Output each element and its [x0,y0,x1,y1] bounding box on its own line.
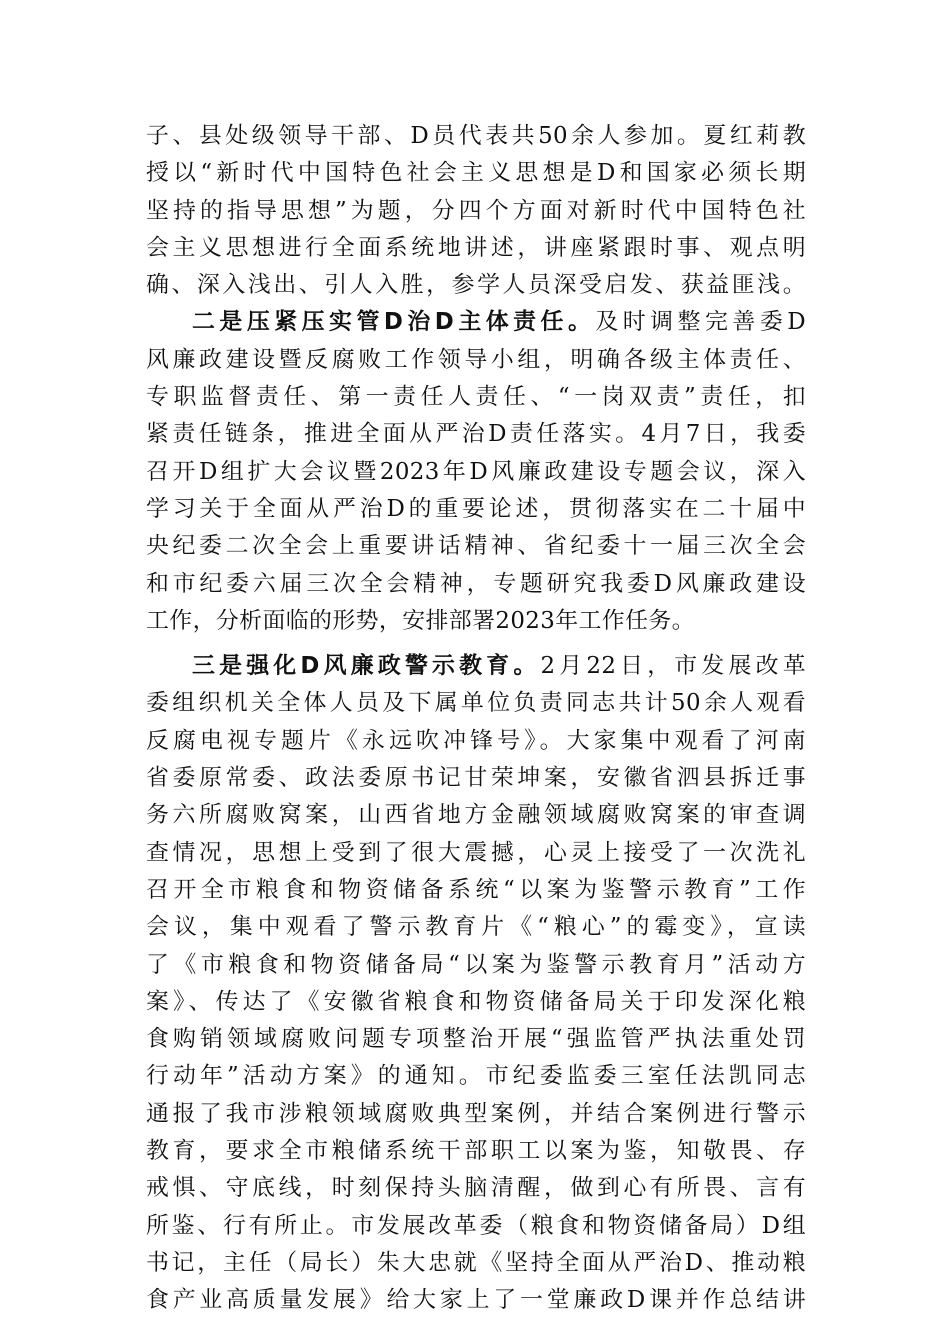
document-body [146,118,806,1320]
text-line: 工作，分析面临的形势，安排部署2023年工作任务。 [146,607,695,634]
paragraph-lead-heading: 二是压紧压实管D治D主体责任。 [192,309,596,336]
text-line: 行动年”活动方案》的通知。市纪委监委三室任法凯同志 [146,1063,806,1090]
text-line: 食购销领域腐败问题专项整治开展“强监管严执法重处罚 [146,1026,806,1053]
text-line: 和市纪委六届三次全会精神，专题研究我委D风廉政建设 [146,570,806,597]
text-line: 案》、传达了《安徽省粮食和物资储备局关于印发深化粮 [146,988,806,1015]
text-line: 委组织机关全体人员及下属单位负责同志共计50余人观看 [146,690,806,717]
paragraph-first-line-rest: 2月22日，市发展改革 [540,653,807,680]
text-line: 所鉴、行有所止。市发展改革委（粮食和物资储备局）D组 [146,1212,806,1239]
text-line: 子、县处级领导干部、D员代表共50余人参加。夏红莉教 [146,123,806,149]
text-line: 戒惧、守底线，时刻保持头脑清醒，做到心有所畏、言有 [146,1175,806,1202]
text-line: 务六所腐败窝案，山西省地方金融领域腐败窝案的审查调 [146,802,806,829]
text-line: 食产业高质量发展》给大家上了一堂廉政D课并作总结讲 [146,1287,806,1314]
paragraph-lead-heading: 三是强化D风廉政警示教育。 [192,653,541,680]
paragraph-2 [146,304,806,640]
text-line: 紧责任链条，推进全面从严治D责任落实。4月7日，我委 [146,421,806,448]
paragraph-first-line-rest: 及时调整完善委D [595,309,806,336]
text-line: 央纪委二次全会上重要讲话精神、省纪委十一届三次全会 [146,533,806,560]
text-line: 通报了我市涉粮领域腐败典型案例，并结合案例进行警示 [146,1100,806,1127]
text-line: 召开全市粮食和物资储备系统“以案为鉴警示教育”工作 [146,876,806,903]
paragraph-first-line [146,648,806,685]
text-line: 会议，集中观看了警示教育片《“粮心”的霉变》，宣读 [146,914,806,941]
text-line: 坚持的指导思想”为题，分四个方面对新时代中国特色社 [146,197,806,224]
text-line: 学习关于全面从严治D的重要论述，贯彻落实在二十届中 [146,495,806,522]
text-line: 确、深入浅出、引人入胜，参学人员深受启发、获益匪浅。 [146,272,806,299]
text-line: 会主义思想进行全面系统地讲述，讲座紧跟时事、观点明 [146,234,806,261]
text-line: 查情况，思想上受到了很大震撼，心灵上接受了一次洗礼 [146,839,806,866]
text-line: 专职监督责任、第一责任人责任、“一岗双责”责任，扣 [146,384,806,411]
paragraph-1 [146,118,806,304]
text-line: 省委原常委、政法委原书记甘荣坤案，安徽省泗县拆迁事 [146,765,806,792]
text-line: 召开D组扩大会议暨2023年D风廉政建设专题会议，深入 [146,458,806,485]
text-line: 授以“新时代中国特色社会主义思想是D和国家必须长期 [146,160,806,187]
paragraph-gap [146,640,806,648]
text-line: 书记，主任（局长）朱大忠就《坚持全面从严治D、推动粮 [146,1249,806,1276]
paragraph-3 [146,648,806,1319]
text-line: 反腐电视专题片《永远吹冲锋号》。大家集中观看了河南 [146,727,806,754]
text-line: 风廉政建设暨反腐败工作领导小组，明确各级主体责任、 [146,346,806,373]
paragraph-first-line [146,304,806,341]
text-line: 了《市粮食和物资储备局“以案为鉴警示教育月”活动方 [146,951,806,978]
text-line: 教育，要求全市粮储系统干部职工以案为鉴，知敬畏、存 [146,1138,806,1165]
